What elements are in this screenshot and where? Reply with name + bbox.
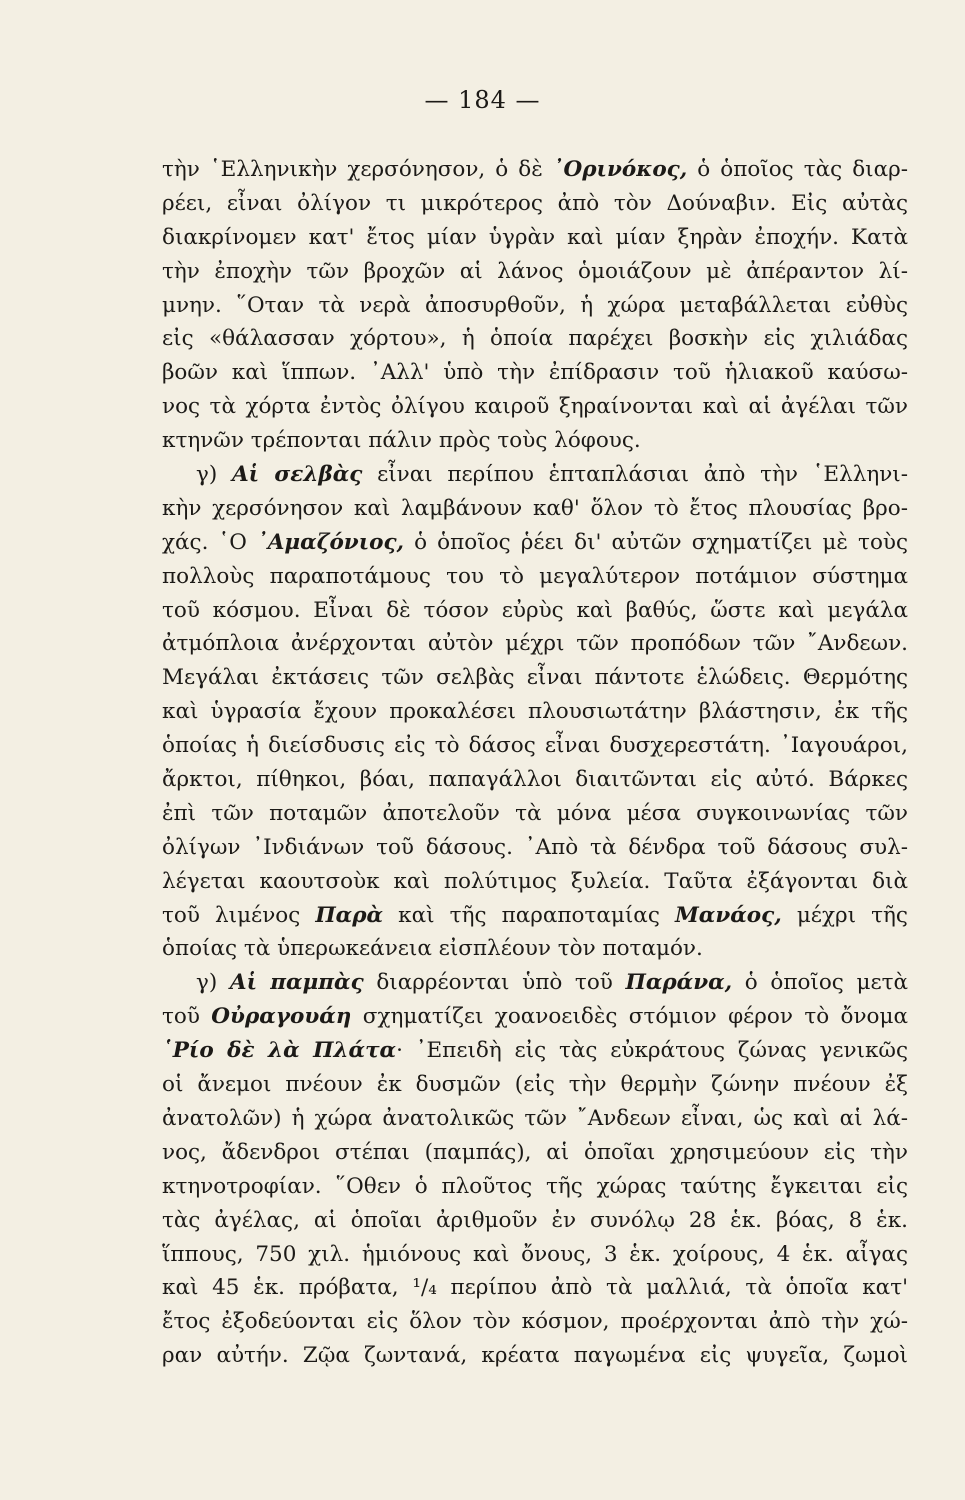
text-segment: τοῦ: [162, 1004, 212, 1030]
bold-italic-term: Αἱ παμπὰς: [229, 970, 364, 996]
text-line: [162, 627, 908, 661]
text-segment: ραν αὐτήν. Ζῷα ζωντανά, κρέατα παγωμένα εἰς ψυγεῖα, ζωμοὶ: [162, 1343, 908, 1369]
text-segment: κτηνῶν τρέπονται πάλιν πρὸς τοὺς λόφους.: [162, 428, 641, 454]
text-segment: ἔτος ἐξοδεύονται εἰς ὅλον τὸν κόσμον, προέρχονται ἀπὸ τὴν χώ-: [162, 1309, 908, 1335]
text-segment: κτηνοτροφίαν. ῞Οθεν ὁ πλοῦτος τῆς χώρας ταύτης ἔγκειται εἰς: [162, 1173, 908, 1199]
text-line: [162, 424, 908, 458]
text-line: [162, 594, 908, 628]
text-segment: τὴν ἐποχὴν τῶν βροχῶν αἱ λάνος ὁμοιάζουν μὲ ἀπέραντον λί-: [162, 258, 908, 284]
text-line: [162, 865, 908, 899]
text-line: [162, 356, 908, 390]
text-line: [162, 492, 908, 526]
text-line: [162, 1271, 908, 1305]
text-line: [162, 1068, 908, 1102]
text-segment: πολλοὺς παραποτάμους του τὸ μεγαλύτερον ποτάμιον σύστημα: [162, 563, 908, 589]
text-line: [162, 966, 908, 1000]
text-line: [162, 221, 908, 255]
text-segment: καὶ 45 ἑκ. πρόβατα, ¹/₄ περίπου ἀπὸ τὰ μαλλιά, τὰ ὁποῖα κατ': [162, 1275, 908, 1301]
text-segment: νος τὰ χόρτα ἐντὸς ὀλίγου καιροῦ ξηραίνονται καὶ αἱ ἀγέλαι τῶν: [162, 394, 908, 420]
text-line: [162, 763, 908, 797]
text-segment: τοῦ κόσμου. Εἶναι δὲ τόσον εὐρὺς καὶ βαθύς, ὥστε καὶ μεγάλα: [162, 597, 908, 623]
text-segment: διακρίνομεν κατ' ἔτος μίαν ὑγρὰν καὶ μίαν ξηρὰν ἐποχήν. Κατὰ: [162, 224, 908, 250]
text-segment: τὰς ἀγέλας, αἱ ὁποῖαι ἀριθμοῦν ἐν συνόλῳ 28 ἑκ. βόας, 8 ἑκ.: [162, 1207, 908, 1233]
text-line: [162, 289, 908, 323]
text-segment: λέγεται καουτσοὺκ καὶ πολύτιμος ξυλεία. Ταῦτα ἐξάγονται διὰ: [162, 868, 908, 894]
text-segment: μέχρι τῆς: [781, 902, 908, 928]
text-segment: · ᾿Επειδὴ εἰς τὰς εὐκράτους ζώνας γενικῶς: [396, 1038, 908, 1064]
text-line: [162, 729, 908, 763]
text-segment: ὁποίας ἡ διείσδυσις εἰς τὸ δάσος εἶναι δυσχερεστάτη. ᾿Ιαγουάροι,: [162, 733, 908, 759]
text-segment: νος, ἄδενδροι στέπαι (παμπάς), αἱ ὁποῖαι χρησιμεύουν εἰς τὴν: [162, 1139, 908, 1165]
text-segment: ὁ ὁποῖος τὰς διαρ-: [687, 157, 908, 182]
text-segment: ἀτμόπλοια ἀνέρχονται αὐτὸν μέχρι τῶν προπόδων τῶν ῎Ανδεων.: [162, 631, 908, 657]
text-segment: μνην. ῞Οταν τὰ νερὰ ἀποσυρθοῦν, ἡ χώρα μεταβάλλεται εὐθὺς: [162, 292, 908, 318]
text-line: [162, 526, 908, 560]
text-segment: χάς. ῾Ο: [162, 529, 257, 555]
text-segment: καὶ τῆς παραποταμίας: [383, 902, 675, 928]
text-line: [162, 1000, 908, 1034]
bold-italic-term: ᾿Ορινόκος,: [552, 157, 688, 182]
text-segment: ὁ ὁποῖος ῥέει δι' αὐτῶν σχηματίζει μὲ τοὺς: [404, 529, 908, 555]
text-segment: σχηματίζει χοανοειδὲς στόμιον φέρον τὸ ὄνομα: [351, 1004, 908, 1030]
text-segment: εἰς «θάλασσαν χόρτου», ἡ ὁποία παρέχει βοσκὴν εἰς χιλιάδας: [162, 326, 908, 352]
text-line: [162, 390, 908, 424]
bold-italic-term: ῾Ρίο δὲ λὰ Πλάτα: [162, 1038, 397, 1064]
text-line: [162, 1136, 908, 1170]
text-line: [162, 1102, 908, 1136]
text-segment: ἄρκτοι, πίθηκοι, βόαι, παπαγάλλοι διαιτῶνται εἰς αὐτό. Βάρκες: [162, 767, 908, 793]
text-line: [162, 1034, 908, 1068]
text-segment: βοῶν καὶ ἵππων. ᾿Αλλ' ὑπὸ τὴν ἐπίδρασιν τοῦ ἡλιακοῦ καύσω-: [162, 360, 908, 386]
text-segment: ὁποίας τὰ ὑπερωκεάνεια εἰσπλέουν τὸν ποταμόν.: [162, 936, 703, 962]
text-segment: διαρρέονται ὑπὸ τοῦ: [363, 970, 626, 996]
text-line: [162, 255, 908, 289]
bold-italic-term: Παράνα,: [625, 970, 733, 996]
text-segment: γ): [196, 462, 232, 488]
body-text: [162, 153, 908, 1373]
page-number: — 184 —: [424, 86, 541, 114]
text-segment: τοῦ λιμένος: [162, 902, 316, 928]
text-line: [162, 1305, 908, 1339]
bold-italic-term: ᾿Αμαζόνιος,: [257, 529, 405, 555]
text-segment: καὶ ὑγρασία ἔχουν προκαλέσει πλουσιωτάτην βλάστησιν, ἐκ τῆς: [162, 699, 908, 725]
text-line: [162, 695, 908, 729]
text-line: [162, 797, 908, 831]
text-line: [162, 153, 908, 187]
text-segment: κὴν χερσόνησον καὶ λαμβάνουν καθ' ὅλον τὸ ἔτος πλουσίας βρο-: [162, 495, 908, 521]
text-segment: Μεγάλαι ἐκτάσεις τῶν σελβὰς εἶναι πάντοτε ἑλώδεις. Θερμότης: [162, 665, 908, 691]
text-line: [162, 458, 908, 492]
bold-italic-term: Οὐραγουάη: [211, 1004, 352, 1030]
text-segment: οἱ ἄνεμοι πνέουν ἐκ δυσμῶν (εἰς τὴν θερμὴν ζώνην πνέουν ἐξ: [162, 1072, 908, 1098]
text-line: [162, 661, 908, 695]
text-line: [162, 932, 908, 966]
bold-italic-term: Αἱ σελβὰς: [231, 462, 363, 488]
text-line: [162, 1204, 908, 1238]
text-line: [162, 1238, 908, 1272]
text-segment: ρέει, εἶναι ὀλίγον τι μικρότερος ἀπὸ τὸν Δούναβιν. Εἰς αὐτὰς: [162, 190, 908, 216]
text-line: [162, 322, 908, 356]
text-line: [162, 1339, 908, 1373]
text-line: [162, 831, 908, 865]
text-segment: ἵππους, 750 χιλ. ἡμιόνους καὶ ὄνους, 3 ἑκ. χοίρους, 4 ἑκ. αἶγας: [162, 1241, 908, 1267]
text-line: [162, 899, 908, 933]
text-segment: γ): [196, 970, 230, 996]
text-segment: ὀλίγων ᾿Ινδιάνων τοῦ δάσους. ᾿Απὸ τὰ δένδρα τοῦ δάσους συλ-: [162, 834, 908, 860]
text-segment: ἐπὶ τῶν ποταμῶν ἀποτελοῦν τὰ μόνα μέσα συγκοινωνίας τῶν: [162, 800, 908, 826]
text-segment: ὁ ὁποῖος μετὰ: [732, 970, 908, 996]
text-line: [162, 187, 908, 221]
bold-italic-term: Μανάος,: [674, 902, 782, 928]
text-segment: ἀνατολῶν) ἡ χώρα ἀνατολικῶς τῶν ῎Ανδεων εἶναι, ὡς καὶ αἱ λά-: [162, 1105, 908, 1131]
text-line: [162, 560, 908, 594]
bold-italic-term: Παρὰ: [315, 902, 384, 928]
text-line: [162, 1170, 908, 1204]
text-segment: εἶναι περίπου ἑπταπλάσιαι ἀπὸ τὴν ῾Ελληνι-: [362, 462, 908, 488]
text-segment: τὴν ῾Ελληνικὴν χερσόνησον, ὁ δὲ: [162, 157, 553, 182]
